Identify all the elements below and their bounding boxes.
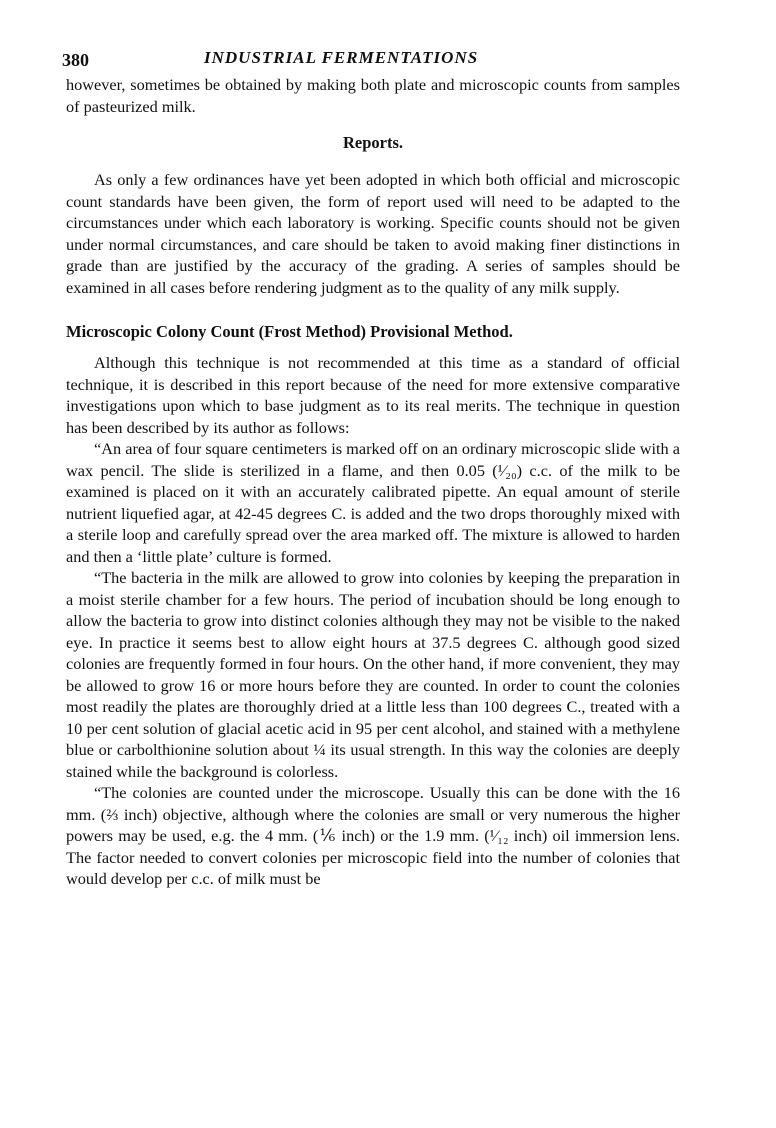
- running-title: INDUSTRIAL FERMENTATIONS: [204, 48, 479, 67]
- section-heading-frost-method: Microscopic Colony Count (Frost Method) Provisional Method.: [66, 322, 513, 341]
- frost-paragraph-slide: “An area of four square centimeters is marked off on an ordinary microscopic slide with a wax pencil. The slide is sterilized in a flame, and then 0.05 (¹⁄₂₀) c.c. of the milk to be examined is placed on it with an accurately calibrated pipette. An equal amount of sterile nutrient liquefied agar, at 42-45 degrees C. is added and the two drops thoroughly mixed with a sterile loop and carefully spread over the area marked off. The mixture is allowed to harden and then a ‘little plate’ culture is formed.: [66, 439, 680, 566]
- section-heading-reports: Reports.: [342, 133, 404, 152]
- frost-paragraph-counting: “The colonies are counted under the microscope. Usually this can be done with the 16 mm. (⅔ inch) objective, although where the colonies are small or very numerous the higher powers may be used, e.g. the 4 mm. (⅙ inch) or the 1.9 mm. (¹⁄₁₂ inch) oil immersion lens. The factor needed to convert colonies per microscopic field into the number of colonies that would develop per c.c. of milk must be: [66, 783, 680, 888]
- reports-paragraph: As only a few ordinances have yet been adopted in which both official and microscopic count standards have been given, the form of report used will need to be adapted to the circumstances under which each laboratory is working. Specific counts should not be given under normal circumstances, and care should be taken to avoid making finer distinctions in grade than are justified by the accuracy of the grading. A series of samples should be examined in all cases before rendering judgment as to the quality of any milk supply.: [66, 170, 680, 297]
- document-page: [62, 44, 680, 890]
- lead-paragraph: however, sometimes be obtained by making both plate and microscopic counts from samples of pasteurized milk.: [66, 75, 680, 116]
- frost-paragraph-intro: Although this technique is not recommended at this time as a standard of official technique, it is described in this report because of the need for more extensive comparative investigations upon which to base judgment as to its real merits. The technique in question has been described by its author as follows:: [66, 353, 680, 437]
- page-number: 380: [62, 50, 89, 70]
- running-header: [62, 44, 680, 74]
- frost-paragraph-incubation: “The bacteria in the milk are allowed to grow into colonies by keeping the preparation in a moist sterile chamber for a few hours. The period of incubation should be long enough to allow the bacteria to grow into distinct colonies although they may not be visible to the naked eye. In practice it seems best to allow eight hours at 37.5 degrees C. although good sized colonies are frequently formed in four hours. On the other hand, if more convenient, they may be allowed to grow 16 or more hours before they are counted. In order to count the colonies most readily the plates are thoroughly dried at a little less than 100 degrees C., treated with a 10 per cent solution of glacial acetic acid in 95 per cent alcohol, and stained with a methylene blue or carbolthionine solution about ¼ its usual strength. In this way the colonies are deeply stained while the background is colorless.: [66, 568, 680, 781]
